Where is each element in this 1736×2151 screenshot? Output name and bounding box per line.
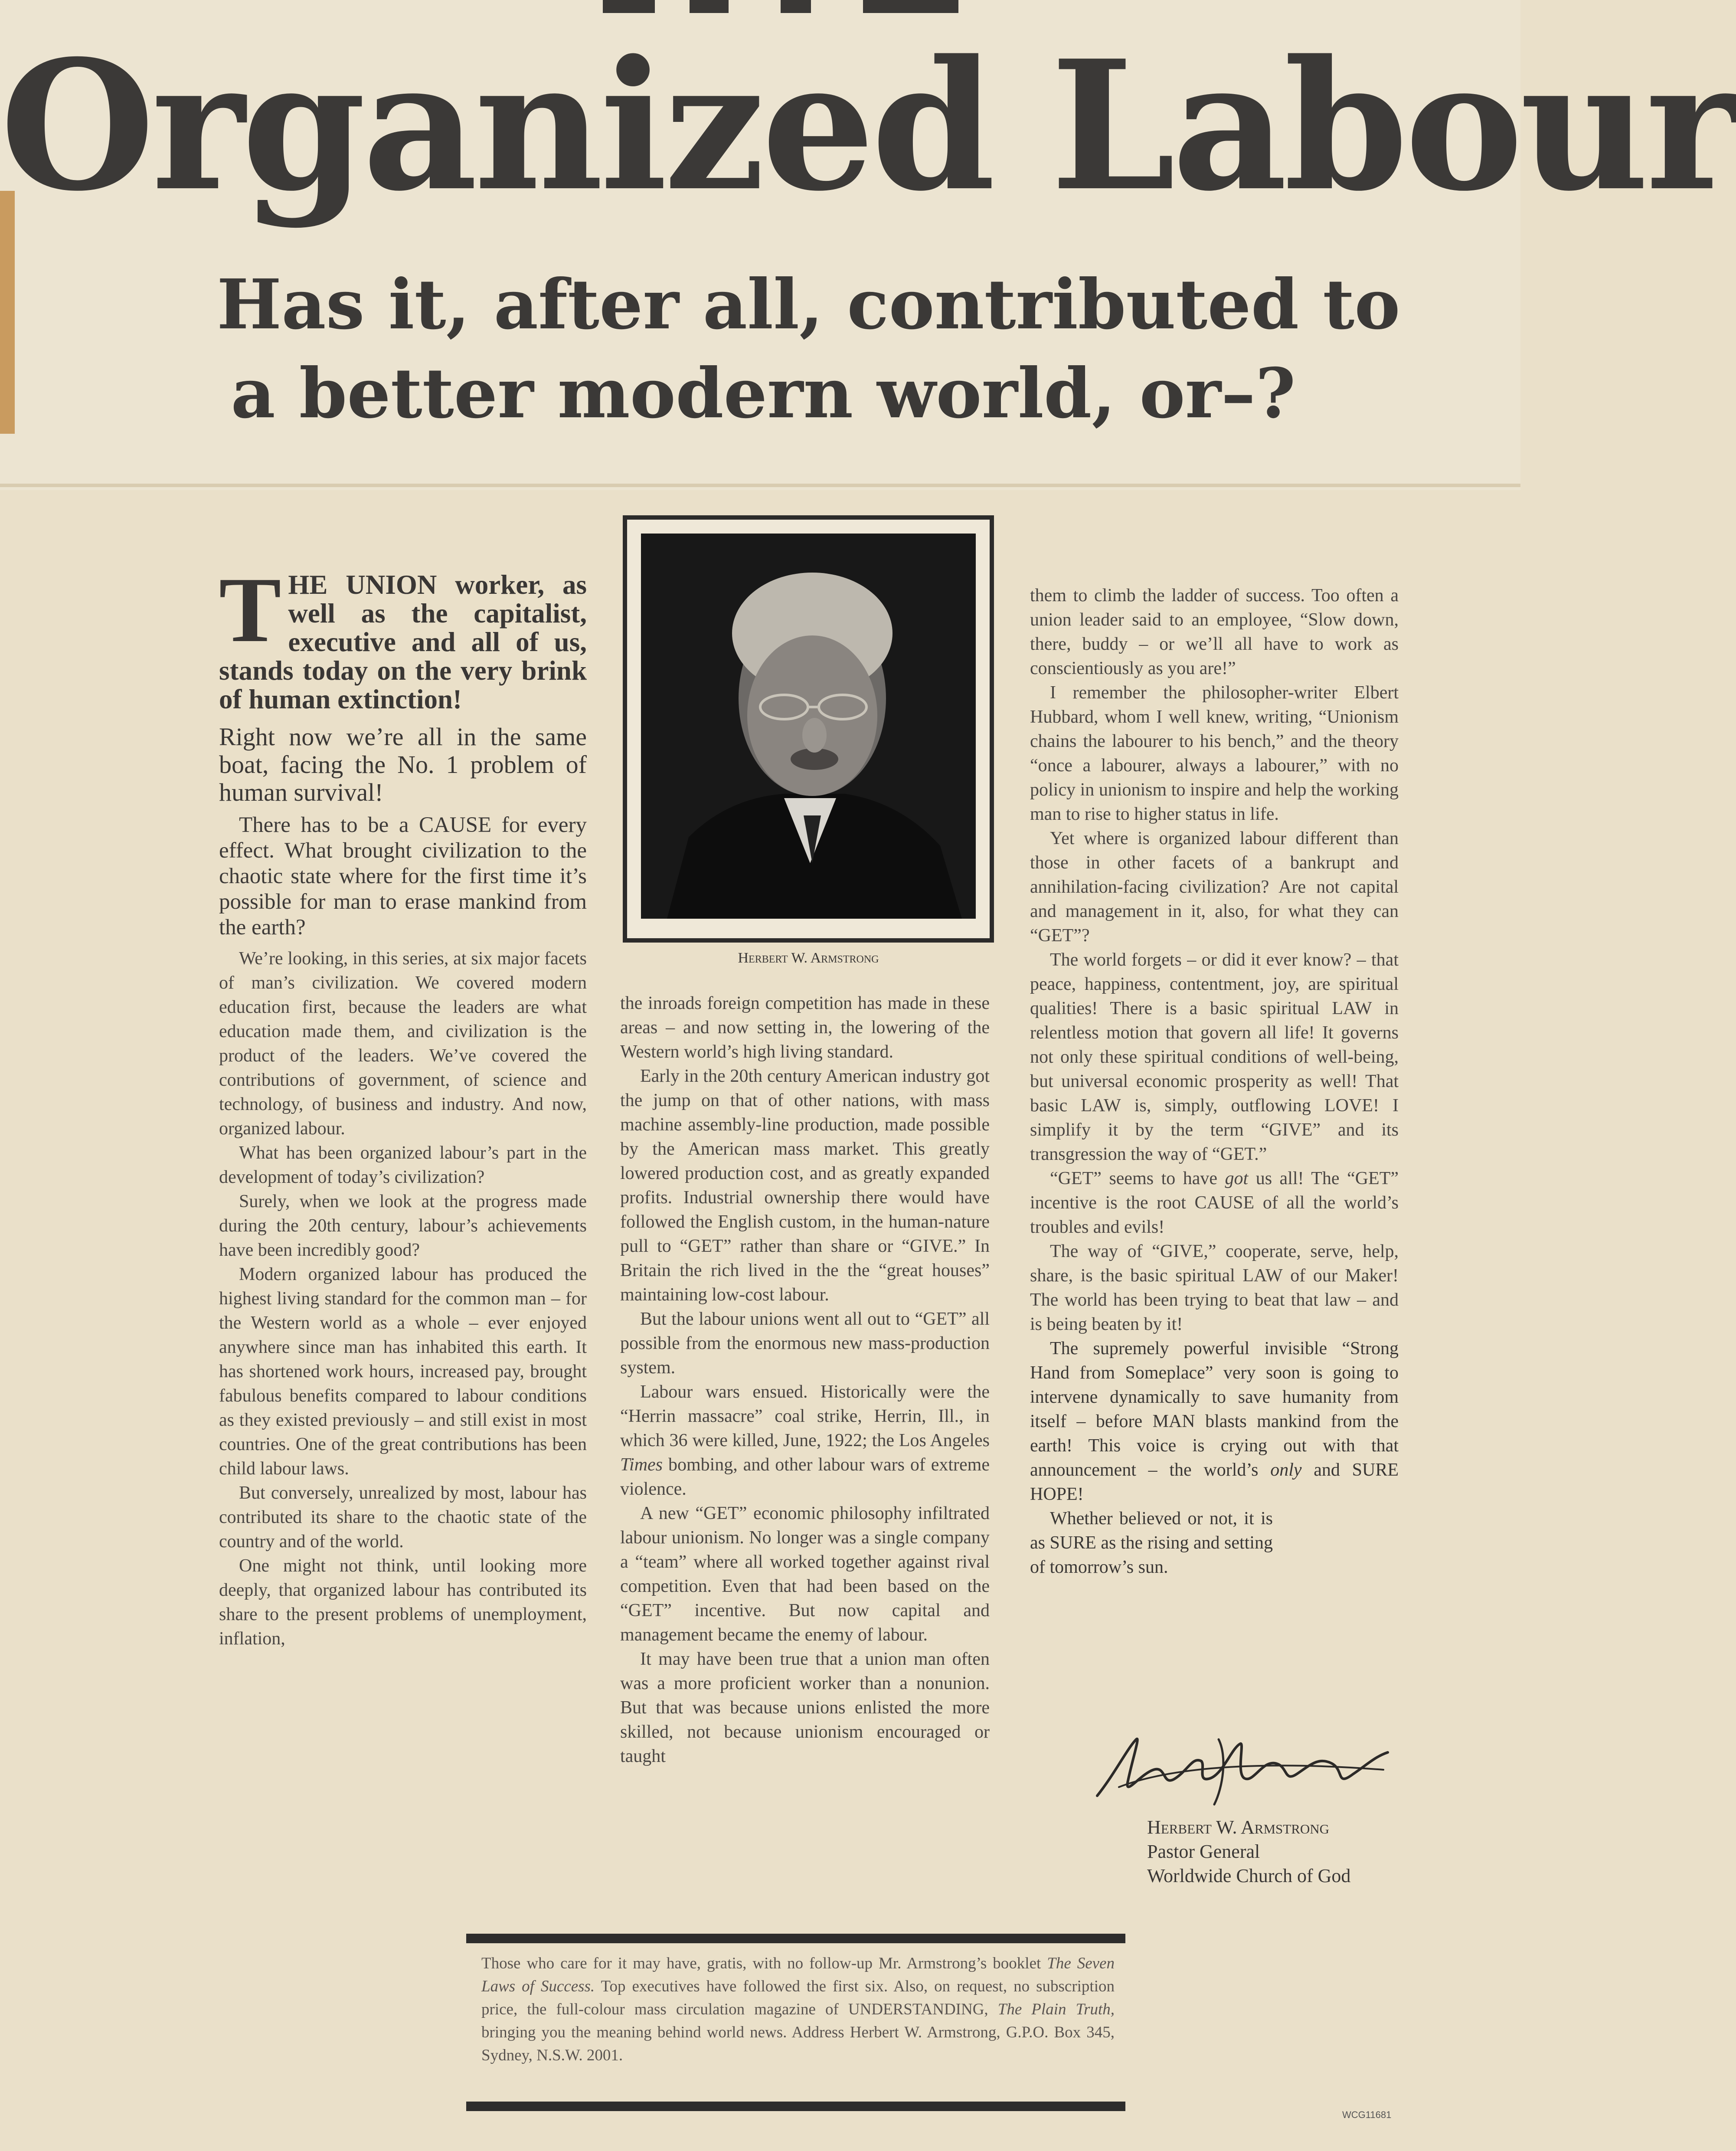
article-column-1	[219, 558, 587, 1651]
text-span: cooperate, serve, help, share, is the basic spiritual	[1030, 1241, 1399, 1286]
text-span: Whether believed or not, it is as	[1030, 1509, 1273, 1553]
text-span: Those who care for it may have, gratis, with no follow-up Mr. Armstrong’s booklet	[481, 1955, 1041, 1972]
subheadline-line-1: Has it, after all, contributed to	[217, 265, 1400, 345]
paragraph-cause	[219, 812, 587, 940]
article-column-2	[620, 991, 990, 1768]
small-caps-term: SURE HOPE!	[1030, 1460, 1399, 1504]
text-span: economic philosophy infiltrated labour unionism. No longer was a single company a “team” where all worked together against rival competition. Even that had been based on the	[620, 1503, 990, 1596]
signature-block	[1147, 1815, 1350, 1888]
paragraph-sure	[1030, 1506, 1273, 1579]
text-span: I simplify it by the term	[1030, 1096, 1399, 1140]
italic-term: Times	[620, 1455, 663, 1475]
paragraph-series: We’re looking, in this series, at six major facets of man’s civilization. We covered modern education first, because the leaders are what education made them, and civilization is the product of the leaders. We’ve covered the contributions of government, of science and technology, of business and industry. And now, organized labour.	[219, 949, 587, 1139]
paragraph-conversely: But conversely, unrealized by most, labour has contributed its share to the chaotic state of the country and of the world.	[219, 1483, 587, 1552]
caption-text: Herbert W. Armstrong	[738, 950, 879, 966]
text-span: There has to be a	[239, 813, 409, 837]
text-span: of all the world’s troubles and evils!	[1030, 1193, 1399, 1237]
text-span: The way of	[1050, 1241, 1143, 1261]
text-span: bringing you the meaning behind world news. Address Herbert W. Armstrong, G.P.O. Box 345, Sydney, N.S.W. 2001.	[481, 2023, 1115, 2064]
ad-code: WCG11681	[1342, 2109, 1392, 2120]
signatory-title: Pastor General	[1147, 1841, 1260, 1862]
small-caps-term: CAUSE	[1194, 1193, 1255, 1213]
portrait-photo	[641, 534, 976, 919]
small-caps-term: LAW	[1081, 1096, 1121, 1116]
subheadline	[217, 260, 1400, 438]
paragraph-get-incentive	[1030, 1166, 1399, 1239]
text-span: of our Maker! The world has been trying to beat that law – and is being beaten by it!	[1030, 1266, 1399, 1334]
small-caps-term: “GET”	[1050, 1169, 1102, 1188]
small-caps-term: SURE	[1049, 1533, 1096, 1553]
text-span: Top executives have followed the first six. Also, on request, no subscription price, the full-colour mass circulation magazine of	[481, 1977, 1115, 2018]
paragraph-living-standard: Modern organized labour has produced the highest living standard for the common man – for the Western world as a whole – ever enjoyed anywhere since man has inhabited this earth. It has shortened work hours, increased pay, brought fabulous benefits compared to labour conditions as they existed previously – and still exist in most countries. One of the great contributions has been child labour laws.	[219, 1264, 587, 1479]
text-span: is, simply, outflowing	[1134, 1096, 1311, 1116]
small-caps-term: “GET”	[1347, 1169, 1399, 1188]
magazine-title: The Plain Truth,	[997, 2000, 1115, 2018]
text-span: seems to have	[1109, 1169, 1218, 1188]
page-headline: Organized Labour	[0, 21, 1736, 230]
paragraph-get-philosophy	[620, 1501, 990, 1647]
paragraph-strong-hand	[1030, 1336, 1399, 1506]
footer-offer	[481, 1952, 1115, 2067]
small-caps-term: CAUSE	[419, 813, 492, 837]
small-caps-term: “GET.”	[1212, 1144, 1267, 1164]
text-span: The supremely powerful invisible “Strong Hand from Someplace” very soon is going to intervene dynamically to save humanity from itself – before	[1030, 1339, 1399, 1431]
small-caps-term: LAW	[1332, 999, 1372, 1018]
text-span: blasts mankind from the earth! This voice is crying out with that announcement – the world’s	[1030, 1411, 1399, 1480]
small-caps-term: MAN	[1152, 1411, 1195, 1431]
paragraph-american-industry	[620, 1064, 990, 1307]
small-caps-term: “GIVE”	[1261, 1120, 1321, 1140]
handwritten-signature	[1089, 1722, 1392, 1817]
magazine-name: UNDERSTANDING,	[848, 2000, 988, 2018]
paragraph-hubbard: I remember the philosopher-writer Elbert Hubbard, whom I well knew, writing, “Unionism chains the labourer to his bench,” and the theory “once a labourer, always a labourer,” with no policy in unionism to inspire and help the working man to rise to higher status in life.	[1030, 683, 1399, 824]
footer-top-rule	[466, 1934, 1125, 1943]
paragraph-different	[1030, 826, 1399, 948]
italic-term: got	[1225, 1169, 1249, 1188]
text-span: The world forgets – or did it ever know? – that peace, happiness, contentment, joy, are spiritual qualities! There is a basic spiritual	[1030, 950, 1399, 1018]
text-span: all possible from the enormous new mass-production system.	[620, 1309, 990, 1378]
text-span: and	[1314, 1460, 1340, 1480]
text-span: Yet where is organized labour different than those in other facets of a bankrupt and annihilation-facing civilization? Are not capital and management in it, also, for what they can	[1030, 828, 1399, 921]
text-span: incentive is the root	[1030, 1193, 1186, 1213]
text-span: Labour wars ensued. Historically were the “Herrin massacre” coal strike, Herrin, Ill., in which 36 were killed, June, 1922; the Los Angeles	[620, 1382, 990, 1450]
text-span: rather than share or	[740, 1236, 893, 1256]
paragraph-survival: Right now we’re all in the same boat, facing the No. 1 problem of human survival!	[219, 723, 587, 806]
text-span: as the rising and setting of tomorrow’s sun.	[1030, 1533, 1273, 1577]
footer-bottom-rule	[466, 2102, 1125, 2111]
lead-paragraph	[219, 558, 587, 714]
text-span: us all! The	[1255, 1169, 1340, 1188]
paragraph-union-man: It may have been true that a union man often was a more proficient worker than a nonunion. But that was because unions enlisted the more skilled, not because unionism encouraged or taught	[620, 1649, 990, 1766]
drop-cap: T	[219, 558, 281, 661]
small-caps-term: “GIVE,”	[1152, 1241, 1216, 1261]
text-span: for every effect. What brought civilization to the chaotic state where for the first time it’s possible for man to erase mankind from the earth?	[219, 813, 587, 940]
booklet-title: The Seven Laws of Success.	[481, 1955, 1115, 1995]
small-caps-term: “GET”	[915, 1309, 967, 1329]
text-span: and its transgression the way of	[1030, 1120, 1399, 1164]
paragraph-unions-get	[620, 1307, 990, 1380]
small-caps-term: “GIVE.”	[902, 1236, 966, 1256]
small-caps-term: “GET”	[1030, 926, 1082, 946]
small-caps-term: “GET”	[680, 1236, 732, 1256]
text-span: ?	[1081, 926, 1090, 946]
lead-text: HE UNION worker, as well as the capitalist, executive and all of us, stands today on the very brink of human extinction!	[219, 570, 587, 714]
text-span: A new	[640, 1503, 689, 1523]
small-caps-term: LAW	[1242, 1266, 1283, 1286]
small-caps-term: “GET”	[620, 1601, 672, 1621]
italic-term: only	[1270, 1460, 1302, 1480]
text-span: Early in the 20th century American industry got the jump on that of other nations, with mass machine assembly-line production, made possible by the American mass market. This greatly lowered production cost, and as greatly expanded profits. Industrial ownership there would have followed the English custom, in the human-nature pull to	[620, 1066, 990, 1256]
portrait-caption	[623, 950, 994, 966]
cropped-prior-headline	[577, 0, 989, 16]
paragraph-labour-wars	[620, 1380, 990, 1501]
text-span: bombing, and other labour wars of extreme violence.	[620, 1455, 990, 1499]
text-span: incentive. But now capital and management became the enemy of labour.	[620, 1601, 990, 1645]
text-span: in relentless motion that govern all life! It governs not only these spiritual conditions of well-being, but universal economic prosperity as well! That basic	[1030, 999, 1399, 1116]
article-column-3	[1030, 583, 1399, 1579]
subheadline-line-2: a better modern world, or–?	[231, 354, 1296, 434]
portrait-frame	[623, 515, 994, 943]
signatory-name: Herbert W. Armstrong	[1147, 1817, 1330, 1838]
paragraph-spiritual-law	[1030, 948, 1399, 1166]
text-span: But the labour unions went all out to	[640, 1309, 910, 1329]
paragraph-deeper: One might not think, until looking more deeply, that organized labour has contributed its share to the present problems of unemployment, inflation,	[219, 1556, 587, 1649]
portrait-illustration	[641, 534, 976, 919]
paragraph-question: What has been organized labour’s part in the development of today’s civilization?	[219, 1143, 587, 1187]
paragraph-ladder: them to climb the ladder of success. Too often a union leader said to an employee, “Slow down, there, buddy – or we’ll all have to work as conscientiously as you are!”	[1030, 586, 1399, 678]
small-caps-term: “GET”	[695, 1503, 747, 1523]
paragraph-progress: Surely, when we look at the progress made during the 20th century, labour’s achievements have been incredibly good?	[219, 1192, 587, 1260]
page-fold	[0, 484, 1520, 487]
signatory-organization: Worldwide Church of God	[1147, 1865, 1351, 1886]
small-caps-term: LOVE!	[1324, 1096, 1379, 1116]
paragraph-inroads: the inroads foreign competition has made in these areas – and now setting in, the lowering of the Western world’s high living standard.	[620, 993, 990, 1062]
paragraph-way-of-give	[1030, 1239, 1399, 1336]
text-span: In Britain the rich lived in the the “great houses” maintaining low-cost labour.	[620, 1236, 990, 1305]
